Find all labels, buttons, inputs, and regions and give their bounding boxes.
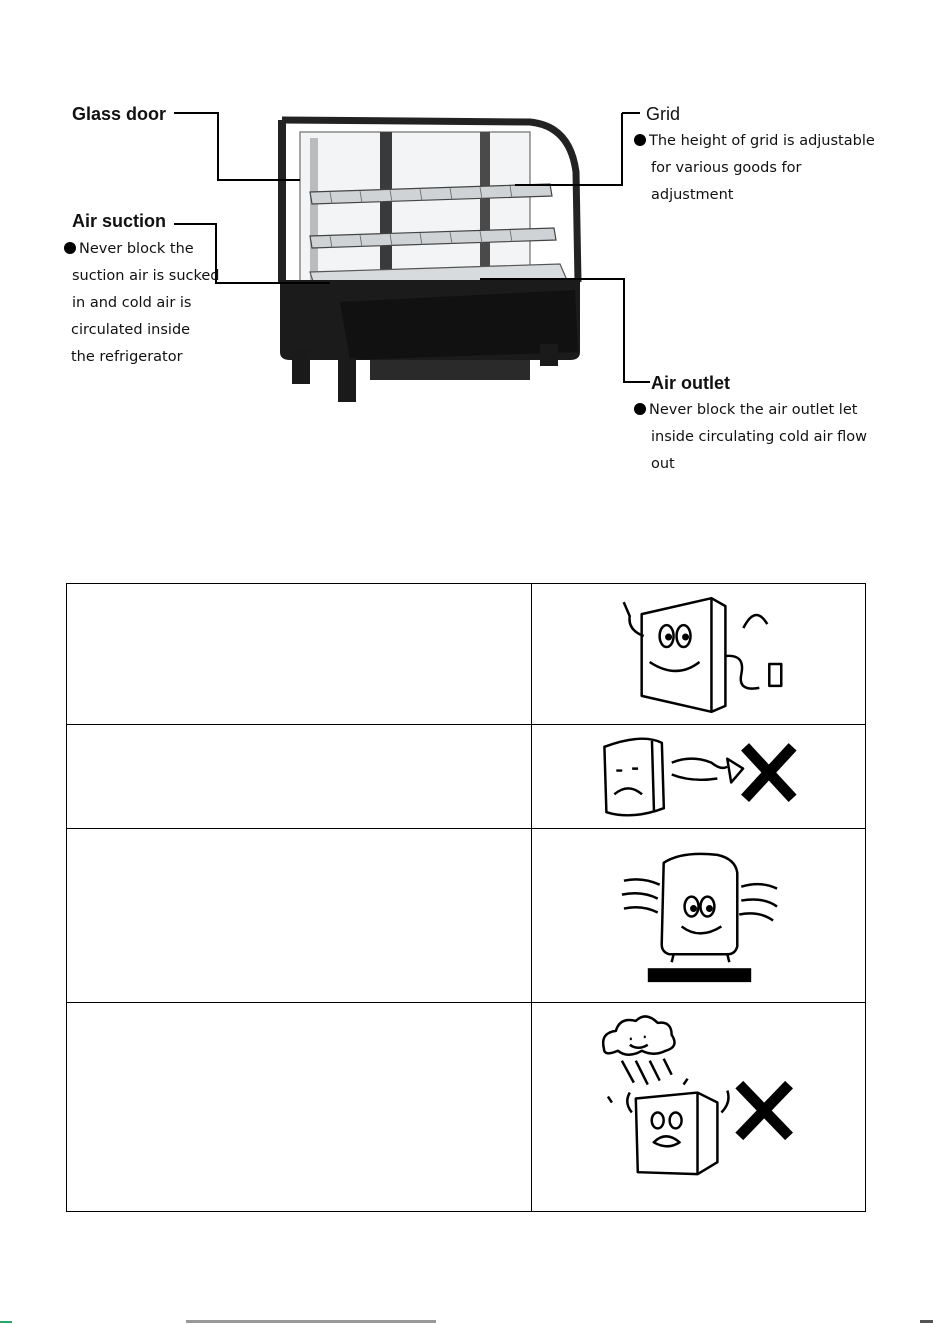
- air-suction-note: Never block the suction air is sucked in and cold air is circulated inside the refrigerator: [64, 236, 220, 371]
- table-row: [67, 724, 865, 828]
- glass-door-label: Glass door: [72, 104, 167, 124]
- bullet-icon: [634, 134, 646, 146]
- grid-note: The height of grid is adjustable for various goods for adjustment: [634, 128, 875, 209]
- instruction-text: [67, 829, 531, 1002]
- fridge-no-rain-icon: [532, 1003, 865, 1211]
- safety-instructions-table: [66, 583, 866, 1212]
- fridge-ventilation-icon: [532, 829, 865, 1002]
- table-row: [67, 828, 865, 1002]
- fridge-no-heat-icon: [532, 725, 865, 828]
- instruction-text: [67, 1003, 531, 1211]
- bullet-icon: [64, 242, 76, 254]
- bullet-icon: [634, 403, 646, 415]
- instruction-text: [67, 725, 531, 828]
- grid-label: Grid: [646, 104, 681, 124]
- air-suction-label: Air suction: [72, 211, 167, 231]
- table-row: [67, 1002, 865, 1211]
- table-row: [67, 584, 865, 724]
- instruction-text: [67, 584, 531, 724]
- fridge-happy-plug-icon: [532, 584, 865, 724]
- page-edge-strip: [0, 1319, 933, 1324]
- air-outlet-note: Never block the air outlet let inside circulating cold air flow out: [634, 397, 867, 478]
- air-outlet-label: Air outlet: [651, 373, 730, 393]
